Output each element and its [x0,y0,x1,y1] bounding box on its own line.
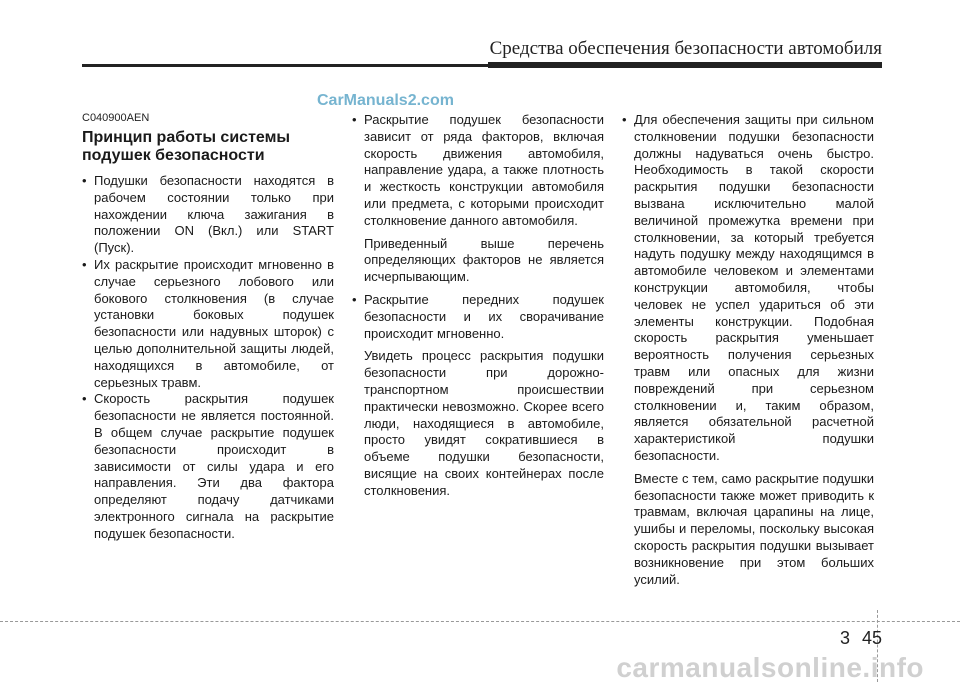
list-item: • Скорость раскрытия подушек безопасности не является постоянной. В общем случае раскрытие подушек безопасности происходит в зависимости от силы удара и его направления. Эти два фактора определяют подачу датчиками электронного сигнала на раскрытие подушек безопасности. [82,391,334,542]
paragraph: Приведенный выше перечень определяющих факторов не является исчерпывающим. [364,235,604,285]
column-1-list [82,173,334,543]
column-3 [622,112,874,588]
list-item: • Подушки безопасности находятся в рабочем состоянии только при нахождении ключа зажигания в положении ON (Вкл.) или START (Пуск). [82,173,334,257]
column-2 [352,112,604,500]
column-3-list [622,112,874,465]
watermark-bottom: carmanualsonline.info [616,652,924,683]
list-item: • Раскрытие подушек безопасности зависит от ряда факторов, включая скорость движения автомобиля, направление удара, а также плотность и жесткость конструкции автомобиля или предмета, с которыми происходит столкновение данного автомобиля. [352,112,604,230]
paragraph: Вместе с тем, само раскрытие подушки безопасности также может приводить к травмам, включая царапины на лице, ушибы и переломы, поскольку высокая скорость раскрытия подушки вызывает возникновение при этом больших усилий. [634,470,874,587]
paragraph: Увидеть процесс раскрытия подушки безопасности при дорожно-транспортном происшествии практически невозможно. Скорее всего люди, находящиеся в автомобиле, просто увидят сократившиеся в объеме подушки безопасности, висящие на своих контейнерах после столкновения. [364,348,604,498]
footer-rule [0,621,960,622]
header-rule-tab [488,62,882,68]
list-item: • Их раскрытие происходит мгновенно в случае серьезного лобового или бокового столкновения (в случае установки боковых подушек безопасности или надувных шторок) с целью дополнительной защиты людей, находящихся в автомобиле, от серьезных травм. [82,257,334,391]
column-2-list-2 [352,292,604,342]
list-item: • Для обеспечения защиты при сильном столкновении подушки безопасности должны надуваться очень быстро. Необходимость в такой скорости раскрытия подушки безопасности вызвана исключительно малой величиной промежутка времени при столкновении, за который требуется надуть подушку между находящимся в автомобиле человеком и элементами конструкции автомобиля, чтобы человек не успел удариться об эти элементы конструкции. Подобная скорость раскрытия уменьшает вероятность получения серьезных травм или опасных для жизни повреждений при серьезном столкновении и, таким образом, является обязательной расчетной характеристикой подушки безопасности. [622,112,874,465]
list-item: • Раскрытие передних подушек безопасности и их сворачивание происходит мгновенно. [352,292,604,342]
page-index: 45 [861,628,882,648]
column-2-list-1 [352,112,604,230]
section-title: Принцип работы системы подушек безопасности [82,129,291,164]
header-title: Средства обеспечения безопасности автомобиля [489,38,882,59]
watermark-top: CarManuals2.com [317,92,454,109]
chapter-number: 3 [839,628,850,648]
section-code: C040900AEN [82,112,150,124]
column-1 [82,112,334,543]
page-number [840,628,882,649]
